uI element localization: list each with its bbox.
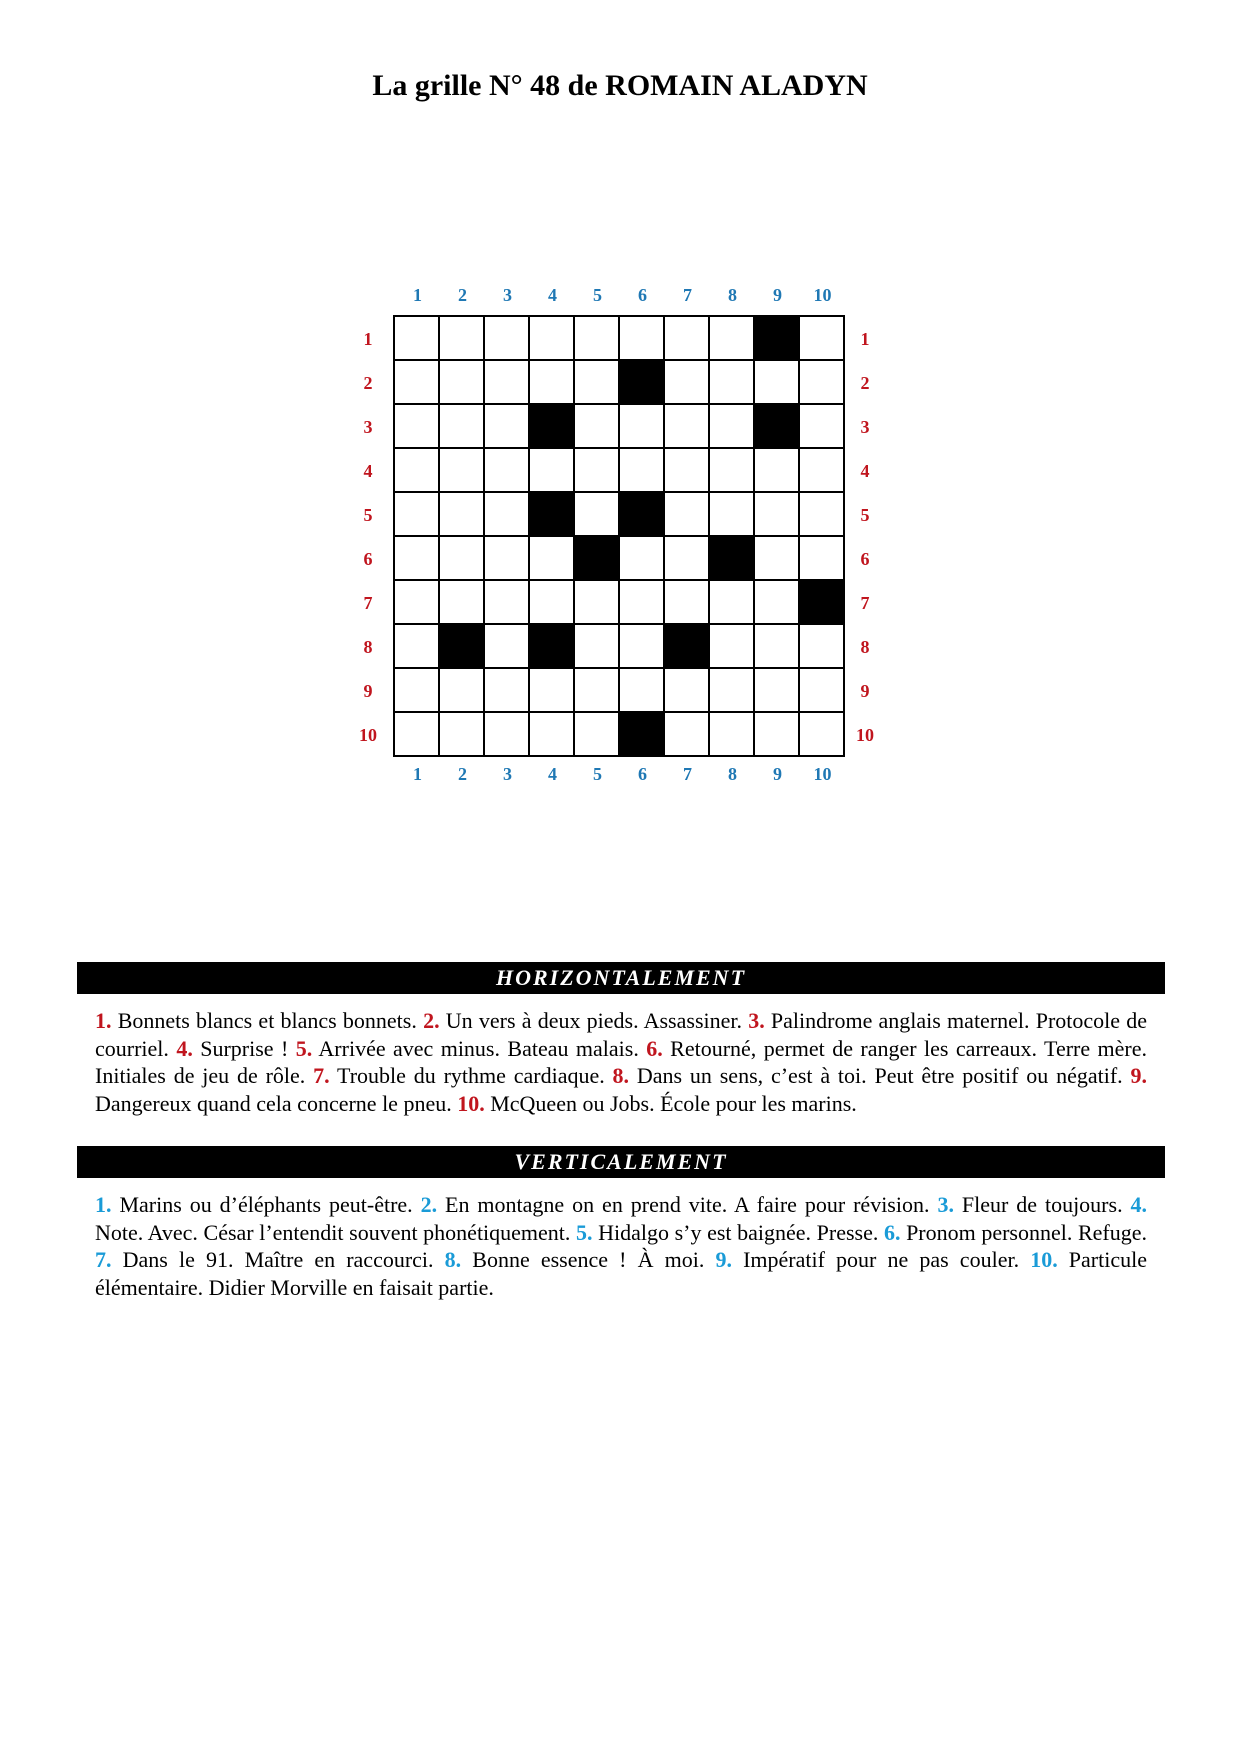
grid-cell[interactable] (800, 537, 845, 581)
vertical-heading: VERTICALEMENT (77, 1146, 1165, 1178)
grid-cell[interactable] (800, 493, 845, 537)
clue-text: Fleur de toujours. (953, 1192, 1131, 1217)
row-label-left: 6 (363, 549, 373, 569)
grid-cell[interactable] (440, 713, 485, 757)
horizontal-heading: HORIZONTALEMENT (77, 962, 1165, 994)
grid-cell[interactable] (755, 493, 800, 537)
row-label-left: 7 (363, 593, 373, 613)
black-cell (710, 537, 755, 581)
clue-number: 3. (937, 1192, 954, 1217)
black-cell (755, 317, 800, 361)
column-label-top: 5 (593, 285, 602, 305)
clue-text: Hidalgo s’y est baignée. Presse. (592, 1219, 884, 1245)
grid-cell[interactable] (620, 581, 665, 625)
grid-cell[interactable] (485, 317, 530, 361)
clue-text: Note. Avec. César l’entendit souvent phonétiquement. (95, 1219, 577, 1245)
grid-cell[interactable] (395, 625, 440, 669)
grid-cell[interactable] (440, 493, 485, 537)
column-label-bottom: 2 (458, 764, 467, 784)
row-label-left: 10 (359, 725, 377, 745)
row-label-left: 5 (363, 505, 373, 525)
grid-cell[interactable] (800, 625, 845, 669)
column-label-top: 2 (458, 285, 467, 305)
grid-cell[interactable] (620, 625, 665, 669)
clue-text: Impératif pour ne pas couler. (731, 1247, 1031, 1272)
row-label-right: 4 (860, 461, 870, 481)
clue-number: 7. (95, 1247, 112, 1272)
grid-cell[interactable] (800, 317, 845, 361)
grid-cell[interactable] (485, 361, 530, 405)
row-label-right: 8 (860, 637, 870, 657)
column-label-bottom: 8 (728, 764, 737, 784)
clue-number: 7. (313, 1063, 330, 1088)
grid-cell[interactable] (530, 317, 575, 361)
grid-cell[interactable] (755, 449, 800, 493)
black-cell (530, 493, 575, 537)
column-label-bottom: 1 (413, 764, 422, 784)
grid-cell[interactable] (665, 449, 710, 493)
clue-text: Retourné, permet de ranger les carreaux. Terre mère. Initiales de jeu de rôle. (95, 1035, 1148, 1088)
grid-cell[interactable] (440, 669, 485, 713)
grid-cell[interactable] (800, 405, 845, 449)
grid-cell[interactable] (710, 317, 755, 361)
clue-text: En montagne on en prend vite. A faire pour révision. (437, 1192, 938, 1217)
clue-text: Dangereux quand cela concerne le pneu. (95, 1090, 458, 1116)
grid-cell[interactable] (755, 713, 800, 757)
clue-number: 4. (176, 1035, 193, 1061)
grid-cell[interactable] (485, 713, 530, 757)
clue-number: 9. (1130, 1063, 1147, 1088)
clue-number: 1. (95, 1192, 112, 1217)
grid-cell[interactable] (755, 625, 800, 669)
column-label-top: 4 (548, 285, 557, 305)
row-label-left: 2 (363, 373, 373, 393)
grid-cell[interactable] (665, 317, 710, 361)
clue-text: Palindrome anglais maternel. Protocole de courriel. (95, 1008, 1148, 1061)
column-label-bottom: 4 (548, 764, 557, 784)
grid-cell[interactable] (530, 361, 575, 405)
grid-cell[interactable] (620, 405, 665, 449)
column-label-top: 9 (773, 285, 782, 305)
column-label-bottom: 10 (813, 764, 832, 784)
clue-number: 3. (748, 1008, 765, 1033)
grid-cell[interactable] (530, 537, 575, 581)
grid-cell[interactable] (620, 449, 665, 493)
column-label-bottom: 6 (638, 764, 647, 784)
row-label-right: 2 (860, 373, 870, 393)
clue-text: Bonne essence ! À moi. (461, 1247, 716, 1272)
grid-cell[interactable] (710, 405, 755, 449)
grid-cell[interactable] (440, 317, 485, 361)
grid-cell[interactable] (665, 361, 710, 405)
grid-cell[interactable] (530, 713, 575, 757)
row-label-left: 3 (363, 417, 373, 437)
row-label-left: 4 (363, 461, 373, 481)
grid-cell[interactable] (755, 537, 800, 581)
grid-cell[interactable] (575, 713, 620, 757)
grid-cell[interactable] (710, 493, 755, 537)
clue-number: 4. (1130, 1192, 1148, 1217)
row-label-right: 10 (856, 725, 874, 745)
grid-cell[interactable] (530, 449, 575, 493)
black-cell (530, 625, 575, 669)
grid-cell[interactable] (485, 625, 530, 669)
row-label-left: 8 (363, 637, 373, 657)
black-cell (530, 405, 575, 449)
grid-cell[interactable] (395, 713, 440, 757)
clue-text: Marins ou d’éléphants peut-être. (111, 1192, 421, 1217)
grid-cell[interactable] (395, 537, 440, 581)
grid-cell[interactable] (575, 405, 620, 449)
column-label-top: 1 (413, 285, 422, 305)
row-label-right: 1 (860, 329, 870, 349)
clue-text: Dans un sens, c’est à toi. Peut être positif ou négatif. (629, 1063, 1131, 1088)
column-label-top: 6 (638, 285, 647, 305)
grid-cell[interactable] (620, 537, 665, 581)
clue-number: 1. (95, 1008, 112, 1033)
clue-number: 10. (1030, 1247, 1058, 1272)
black-cell (575, 537, 620, 581)
grid-cell[interactable] (530, 581, 575, 625)
vertical-clues (95, 1191, 1147, 1301)
grid-cell[interactable] (755, 361, 800, 405)
clue-text: Particule élémentaire. Didier Morville en faisait partie. (95, 1247, 1147, 1300)
column-label-bottom: 5 (593, 764, 602, 784)
row-label-right: 9 (860, 681, 870, 701)
grid-cell[interactable] (485, 581, 530, 625)
grid-cell[interactable] (665, 493, 710, 537)
clue-text: Surprise ! (192, 1035, 296, 1061)
black-cell (755, 405, 800, 449)
clue-number: 8. (444, 1247, 462, 1272)
grid-cell[interactable] (485, 449, 530, 493)
column-label-bottom: 9 (773, 764, 782, 784)
grid-cell[interactable] (665, 537, 710, 581)
grid-cell[interactable] (665, 581, 710, 625)
grid-cell[interactable] (530, 669, 575, 713)
grid-cell[interactable] (575, 317, 620, 361)
grid-cell[interactable] (485, 669, 530, 713)
grid-cell[interactable] (485, 537, 530, 581)
clue-text: Trouble du rythme cardiaque. (329, 1063, 613, 1088)
grid-cell[interactable] (395, 361, 440, 405)
clue-number: 2. (423, 1008, 440, 1033)
grid-cell[interactable] (710, 361, 755, 405)
grid-cell[interactable] (575, 361, 620, 405)
clue-number: 6. (883, 1219, 901, 1245)
row-label-right: 3 (860, 417, 870, 437)
grid-cell[interactable] (800, 713, 845, 757)
grid-cell[interactable] (575, 449, 620, 493)
grid-cell[interactable] (710, 625, 755, 669)
column-label-top: 7 (683, 285, 692, 305)
grid-cell[interactable] (395, 581, 440, 625)
clue-text: Dans le 91. Maître en raccourci. (111, 1247, 445, 1272)
black-cell (665, 625, 710, 669)
column-label-bottom: 7 (683, 764, 692, 784)
clue-number: 6. (646, 1035, 663, 1061)
column-label-top: 10 (813, 285, 832, 305)
black-cell (800, 581, 845, 625)
clue-text: Arrivée avec minus. Bateau malais. (312, 1035, 647, 1061)
grid-cell[interactable] (575, 669, 620, 713)
crossword-grid (393, 315, 845, 757)
grid-cell[interactable] (575, 581, 620, 625)
grid-cell[interactable] (800, 361, 845, 405)
black-cell (440, 625, 485, 669)
horizontal-clues (95, 1007, 1147, 1117)
grid-cell[interactable] (395, 449, 440, 493)
grid-cell[interactable] (395, 317, 440, 361)
row-label-right: 6 (860, 549, 870, 569)
grid-cell[interactable] (710, 713, 755, 757)
column-label-bottom: 3 (503, 764, 512, 784)
clue-number: 2. (420, 1192, 438, 1217)
row-label-left: 1 (363, 329, 373, 349)
grid-cell[interactable] (755, 581, 800, 625)
grid-cell[interactable] (575, 493, 620, 537)
grid-cell[interactable] (440, 361, 485, 405)
row-label-left: 9 (363, 681, 373, 701)
grid-cell[interactable] (440, 581, 485, 625)
clue-text: Bonnets blancs et blancs bonnets. (111, 1008, 424, 1033)
row-label-right: 5 (860, 505, 870, 525)
clue-text: Un vers à deux pieds. Assassiner. (439, 1008, 749, 1033)
black-cell (620, 493, 665, 537)
column-label-top: 8 (728, 285, 737, 305)
grid-cell[interactable] (485, 405, 530, 449)
grid-cell[interactable] (755, 669, 800, 713)
grid-cell[interactable] (800, 669, 845, 713)
clue-text: Pronom personnel. Refuge. (900, 1219, 1148, 1245)
page-title: La grille N° 48 de ROMAIN ALADYN (372, 69, 868, 102)
grid-cell[interactable] (485, 493, 530, 537)
grid-cell[interactable] (665, 669, 710, 713)
grid-cell[interactable] (440, 537, 485, 581)
grid-cell[interactable] (620, 317, 665, 361)
grid-cell[interactable] (395, 405, 440, 449)
clue-number: 5. (295, 1035, 313, 1061)
black-cell (620, 713, 665, 757)
grid-cell[interactable] (710, 449, 755, 493)
grid-cell[interactable] (665, 713, 710, 757)
clue-number: 8. (612, 1063, 630, 1088)
column-label-top: 3 (503, 285, 512, 305)
grid-cell[interactable] (575, 625, 620, 669)
clue-number: 5. (576, 1219, 593, 1245)
grid-cell[interactable] (665, 405, 710, 449)
grid-cell[interactable] (395, 493, 440, 537)
grid-cell[interactable] (620, 669, 665, 713)
grid-cell[interactable] (440, 405, 485, 449)
grid-cell[interactable] (800, 449, 845, 493)
clue-text: McQueen ou Jobs. École pour les marins. (484, 1090, 857, 1116)
grid-cell[interactable] (440, 449, 485, 493)
row-label-right: 7 (860, 593, 870, 613)
grid-cell[interactable] (395, 669, 440, 713)
grid-cell[interactable] (710, 669, 755, 713)
grid-cell[interactable] (710, 581, 755, 625)
black-cell (620, 361, 665, 405)
crossword-grid-area (359, 285, 874, 784)
clue-number: 10. (457, 1090, 485, 1116)
clue-number: 9. (715, 1247, 732, 1272)
